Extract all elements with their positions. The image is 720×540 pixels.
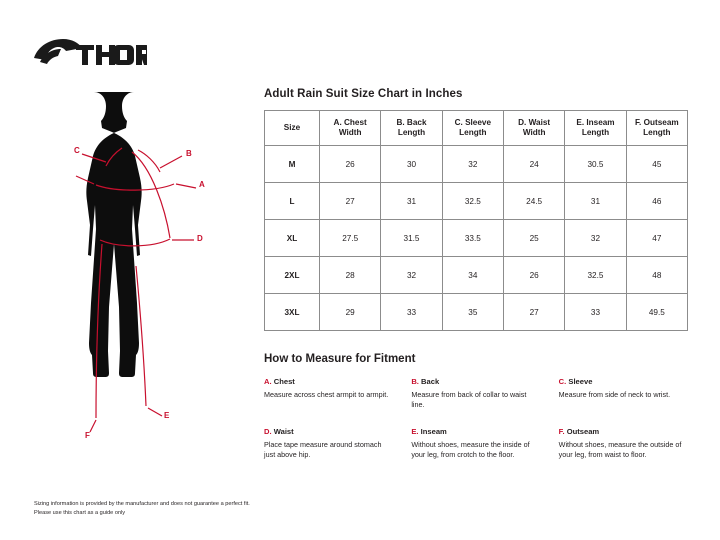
how-to-measure-title: How to Measure for Fitment bbox=[264, 353, 416, 365]
cell-size: XL bbox=[265, 220, 320, 257]
measure-description: Without shoes, measure the inside of your leg, from crotch to the floor. bbox=[411, 439, 530, 460]
disclaimer bbox=[34, 500, 334, 518]
measure-heading bbox=[559, 377, 688, 387]
measure-description: Without shoes, measure the outside of your leg, from waist to floor. bbox=[558, 439, 682, 460]
measure-heading bbox=[411, 427, 540, 437]
disclaimer-line-2: Please use this chart as a guide only bbox=[34, 510, 126, 517]
cell-size: 3XL bbox=[265, 294, 320, 331]
cell-waist: 27 bbox=[503, 294, 564, 331]
cell-back: 31 bbox=[381, 183, 442, 220]
cell-waist: 24.5 bbox=[503, 183, 564, 220]
cell-chest: 27.5 bbox=[320, 220, 381, 257]
measure-name: Outseam bbox=[566, 426, 600, 436]
measure-item-back bbox=[411, 377, 540, 411]
chart-title: Adult Rain Suit Size Chart in Inches bbox=[264, 88, 463, 100]
measure-item-waist bbox=[264, 427, 393, 461]
column-header-inseam-length: E. Inseam Length bbox=[565, 111, 626, 146]
measure-heading bbox=[264, 427, 393, 437]
measure-name: Inseam bbox=[420, 426, 447, 436]
column-header-back-length: B. Back Length bbox=[381, 111, 442, 146]
measure-name: Back bbox=[421, 377, 440, 386]
cell-chest: 28 bbox=[320, 257, 381, 294]
cell-sleeve: 33.5 bbox=[442, 220, 503, 257]
cell-sleeve: 32.5 bbox=[442, 183, 503, 220]
column-header-size: Size bbox=[265, 111, 320, 146]
cell-back: 32 bbox=[381, 257, 442, 294]
column-header-sleeve-length: C. Sleeve Length bbox=[442, 111, 503, 146]
cell-size: L bbox=[265, 183, 320, 220]
cell-inseam: 32 bbox=[565, 220, 626, 257]
table-row bbox=[265, 294, 688, 331]
cell-sleeve: 35 bbox=[442, 294, 503, 331]
measure-name: Chest bbox=[273, 377, 295, 386]
cell-size: 2XL bbox=[265, 257, 320, 294]
cell-chest: 29 bbox=[320, 294, 381, 331]
measure-description: Place tape measure around stomach just above hip. bbox=[264, 439, 382, 460]
measure-letter: A. bbox=[264, 377, 272, 386]
table-row bbox=[265, 183, 688, 220]
disclaimer-line-1: Sizing information is provided by the manufacturer and does not guarantee a perfect fit. bbox=[34, 501, 250, 508]
measure-item-outseam bbox=[559, 427, 688, 461]
measure-item-inseam bbox=[411, 427, 540, 461]
callout-d: D bbox=[197, 234, 203, 243]
table-header-row bbox=[265, 111, 688, 146]
cell-chest: 26 bbox=[320, 146, 381, 183]
table-row bbox=[265, 146, 688, 183]
measure-heading bbox=[559, 427, 688, 437]
cell-outseam: 46 bbox=[626, 183, 687, 220]
cell-waist: 26 bbox=[503, 257, 564, 294]
cell-inseam: 33 bbox=[565, 294, 626, 331]
measure-letter: F. bbox=[558, 426, 565, 436]
measure-letter: B. bbox=[411, 377, 419, 386]
cell-outseam: 45 bbox=[626, 146, 687, 183]
column-header-waist-width: D. Waist Width bbox=[503, 111, 564, 146]
cell-sleeve: 32 bbox=[442, 146, 503, 183]
measure-description: Measure across chest armpit to armpit. bbox=[264, 389, 389, 399]
cell-inseam: 31 bbox=[565, 183, 626, 220]
measure-letter: C. bbox=[558, 377, 567, 386]
measure-heading bbox=[264, 377, 393, 387]
measure-item-chest bbox=[264, 377, 393, 411]
measure-heading bbox=[411, 377, 540, 387]
cell-waist: 24 bbox=[503, 146, 564, 183]
measure-name: Waist bbox=[273, 426, 294, 436]
cell-waist: 25 bbox=[503, 220, 564, 257]
cell-inseam: 32.5 bbox=[565, 257, 626, 294]
measure-description: Measure from side of neck to wrist. bbox=[558, 389, 671, 399]
cell-back: 31.5 bbox=[381, 220, 442, 257]
how-to-measure-grid bbox=[264, 377, 688, 460]
cell-outseam: 49.5 bbox=[626, 294, 687, 331]
column-header-outseam-length: F. Outseam Length bbox=[626, 111, 687, 146]
measure-letter: E. bbox=[411, 426, 419, 436]
cell-outseam: 47 bbox=[626, 220, 687, 257]
cell-back: 30 bbox=[381, 146, 442, 183]
size-chart-table bbox=[264, 110, 688, 331]
callout-f: F bbox=[85, 431, 91, 440]
measurement-figure bbox=[60, 88, 240, 448]
cell-outseam: 48 bbox=[626, 257, 687, 294]
measure-item-sleeve bbox=[559, 377, 688, 411]
column-header-chest-width: A. Chest Width bbox=[320, 111, 381, 146]
callout-e: E bbox=[164, 411, 170, 420]
thor-logo bbox=[32, 36, 147, 70]
content-column bbox=[264, 88, 688, 460]
measure-description: Measure from back of collar to waist line. bbox=[411, 389, 527, 410]
cell-sleeve: 34 bbox=[442, 257, 503, 294]
cell-chest: 27 bbox=[320, 183, 381, 220]
callout-c: C bbox=[74, 146, 80, 155]
measure-letter: D. bbox=[264, 426, 272, 436]
table-row bbox=[265, 220, 688, 257]
callout-b: B bbox=[186, 149, 192, 158]
cell-back: 33 bbox=[381, 294, 442, 331]
callout-a: A bbox=[199, 180, 205, 189]
cell-inseam: 30.5 bbox=[565, 146, 626, 183]
measure-name: Sleeve bbox=[568, 377, 593, 386]
table-row bbox=[265, 257, 688, 294]
cell-size: M bbox=[265, 146, 320, 183]
